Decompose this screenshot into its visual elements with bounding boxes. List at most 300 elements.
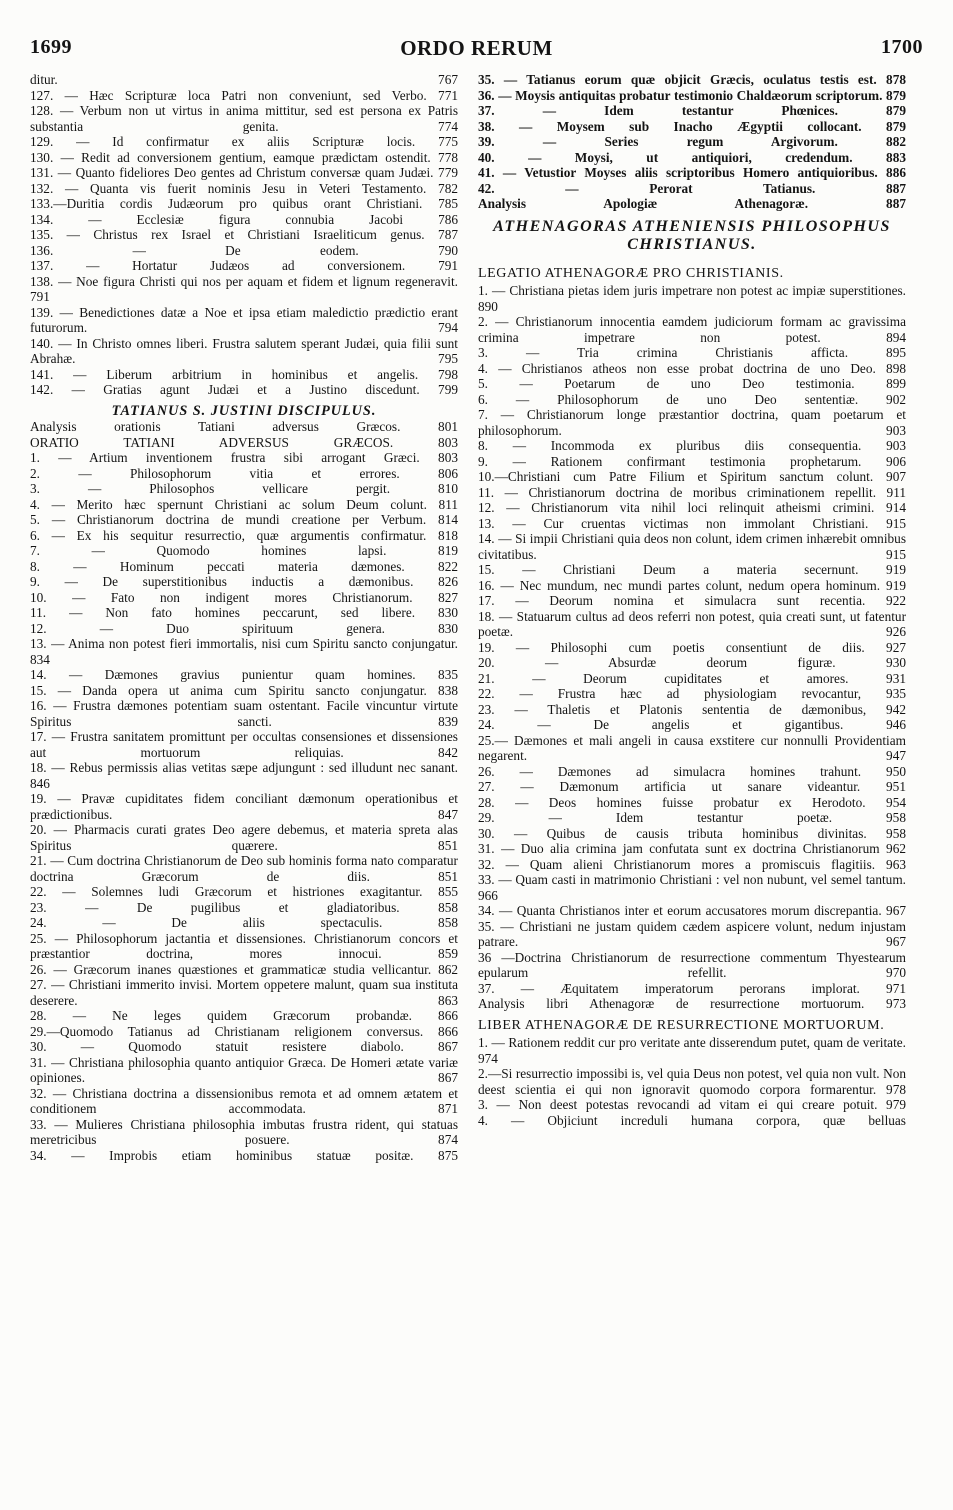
running-title: ORDO RERUM (400, 36, 553, 60)
toc-entry (30, 497, 458, 513)
entry-page-number: 947 (886, 748, 906, 763)
entry-page-number: 846 (30, 775, 50, 791)
entry-page-number: 838 (438, 682, 458, 698)
entry-text: 23. — De pugilibus et gladiatoribus. (30, 899, 400, 915)
entry-text: 141. — Liberum arbitrium in hominibus et angelis. (30, 366, 419, 382)
toc-entry (30, 543, 458, 559)
toc-entry (478, 407, 906, 438)
entry-page-number: 830 (438, 620, 459, 636)
entry-text: 14. — Dæmones gravius punientur quam homines. (30, 667, 416, 682)
entry-text: 131. — Quanto fideliores Deo gentes ad Christum conversæ quam Judæi. (30, 165, 434, 180)
page-number-right: 1700 (881, 36, 923, 58)
entry-text: 24. — De aliis spectaculis. (30, 915, 383, 930)
entry-text: 31. — Christiana philosophia quanto antiquior Græca. De Homeri ætate variæ opiniones. (30, 1054, 458, 1085)
entry-text: 35. — Tatianus eorum quæ objicit Græcis, oculatus testis est. (478, 72, 877, 87)
toc-entry (30, 636, 458, 667)
entry-page-number: 811 (438, 496, 458, 512)
entry-page-number: 927 (886, 639, 906, 655)
entry-page-number: 915 (886, 546, 906, 562)
entry-page-number: 795 (438, 351, 458, 366)
entry-text: 37. — Idem testantur Phœnices. (478, 103, 838, 118)
toc-entry (478, 181, 906, 197)
entry-text: 13. — Cur cruentas victimas non immolant Christiani. (478, 515, 869, 531)
entry-page-number: 878 (886, 72, 906, 87)
entry-text: 7. — Quomodo homines lapsi. (30, 543, 387, 558)
toc-entry (30, 683, 458, 699)
entry-text: 22. — Frustra hæc ad physiologiam revocantur, (478, 686, 862, 701)
entry-text: 5. — Christianorum doctrina de mundi creatione per Verbum. (30, 512, 427, 527)
toc-entry (30, 822, 458, 853)
toc-entry (30, 1148, 458, 1164)
entry-page-number: 915 (886, 515, 907, 531)
entry-page-number: 767 (438, 72, 458, 87)
entry-text: 21. — Cum doctrina Christianorum de Deo sub hominis forma nato comparatur doctrina Græcorum de diis. (30, 853, 458, 884)
toc-entry (30, 181, 458, 197)
toc-entry (30, 900, 458, 916)
entry-text: 38. — Moysem sub Inacho Ægyptii collocant. (478, 118, 862, 134)
toc-entry (478, 314, 906, 345)
entry-text: 3. — Philosophos vellicare pergit. (30, 481, 391, 496)
entry-text: 12. — Christianorum vita nihil loci relinquit atheismi crimini. (478, 500, 875, 515)
entry-text: 25.— Dæmones et mali angeli in causa exstitere cur nonnulli Providentiam negarent. (478, 732, 906, 763)
entry-page-number: 866 (438, 1023, 458, 1039)
entry-page-number: 971 (886, 980, 906, 996)
entry-page-number: 803 (438, 434, 458, 450)
entry-page-number: 879 (886, 118, 906, 134)
toc-entry (478, 857, 906, 873)
section-heading: ATHENAGORAS ATHENIENSIS PHILOSOPHUS CHRISTIANUS. (493, 217, 891, 253)
entry-page-number: 779 (438, 165, 458, 180)
entry-text: 6. — Philosophorum de uno Deo sententiæ. (478, 391, 859, 407)
entry-page-number: 782 (438, 180, 458, 196)
work-heading: LEGATIO ATHENAGORÆ PRO CHRISTIANIS. (478, 265, 784, 281)
toc-entry (30, 590, 458, 606)
entry-page-number: 902 (886, 391, 906, 407)
toc-entry (478, 165, 906, 181)
toc-entry (30, 336, 458, 367)
toc-entry (30, 367, 458, 383)
entry-page-number: 882 (886, 134, 906, 149)
entry-text: 42. — Perorat Tatianus. (478, 180, 816, 196)
toc-entry (478, 562, 906, 578)
entry-page-number: 911 (886, 484, 906, 500)
page-header (0, 0, 953, 60)
entry-text: 22. — Solemnes ludi Græcorum et histriones exagitantur. (30, 884, 423, 899)
toc-entry (478, 1113, 906, 1129)
entry-page-number: 931 (886, 670, 906, 686)
entry-page-number: 895 (886, 345, 906, 360)
toc-entry (30, 243, 458, 259)
entry-text: 139. — Benedictiones datæ a Noe et ipsa etiam maledictio prædictio erant futurorum. (30, 304, 458, 335)
toc-entry (478, 134, 906, 150)
toc-entry (30, 305, 458, 336)
entry-text: 36 —Doctrina Christianorum de resurrectione commentum Thyestearum epularum refellit. (478, 949, 906, 980)
right-column (478, 72, 906, 1128)
entry-text: 40. — Moysi, ut antiquiori, credendum. (478, 149, 853, 165)
entry-text: 33. — Quam casti in matrimonio Christiani : vel non nubunt, vel semel tantum. (478, 872, 906, 887)
toc-entry (30, 1024, 458, 1040)
toc-entry (478, 640, 906, 656)
toc-entry (30, 667, 458, 683)
entry-text: 2. — Philosophorum vitia et errores. (30, 465, 400, 481)
entry-page-number: 787 (438, 227, 458, 242)
entry-page-number: 814 (438, 512, 458, 527)
toc-entry (478, 671, 906, 687)
toc-entry (478, 981, 906, 997)
entry-page-number: 830 (438, 605, 458, 620)
entry-page-number: 974 (478, 1050, 498, 1066)
section-heading: TATIANUS S. JUSTINI DISCIPULUS. (111, 402, 377, 419)
toc-entry (478, 196, 906, 212)
toc-entry (30, 150, 458, 166)
toc-entry (30, 212, 458, 228)
entry-text: 134. — Ecclesiæ figura connubia Jacobi (30, 211, 404, 227)
toc-entry (478, 578, 906, 594)
toc-entry (478, 454, 906, 470)
entry-text: 33. — Mulieres Christiana philosophia imbutas frustra rident, qui statuas meretricibus posuere. (30, 1116, 458, 1147)
entry-text: 7. — Christianorum longe præstantior doctrina, quam poetarum et philosophorum. (478, 407, 906, 438)
toc-entry (478, 72, 906, 88)
entry-text: 19. — Pravæ cupiditates fidem conciliant dæmonum operationibus et prædictionibus. (30, 791, 458, 822)
toc-entry (30, 528, 458, 544)
toc-entry (30, 977, 458, 1008)
entry-page-number: 851 (438, 837, 458, 853)
toc-entry (30, 1055, 458, 1086)
entry-page-number: 954 (886, 794, 906, 810)
toc-entry (30, 227, 458, 243)
entry-page-number: 899 (886, 376, 907, 391)
entry-text: 2. — Christianorum innocentia eamdem judiciorum formam ac gravissima crimina impetrare non potest. (478, 314, 906, 345)
entry-page-number: 926 (886, 624, 906, 639)
entry-page-number: 794 (438, 320, 458, 335)
entry-page-number: 790 (438, 242, 459, 258)
entry-text: 31. — Duo alia crimina jam confutata sunt ex doctrina Christianorum (478, 841, 880, 856)
toc-entry (478, 531, 906, 562)
toc-entry (478, 376, 906, 392)
entry-page-number: 774 (438, 118, 458, 134)
entry-text: 26. — Dæmones ad simulacra homines trahunt. (478, 763, 862, 779)
entry-page-number: 866 (438, 1008, 458, 1023)
entry-page-number: 886 (886, 165, 906, 180)
entry-page-number: 874 (438, 1132, 458, 1147)
entry-page-number: 890 (478, 298, 498, 314)
entry-page-number: 847 (438, 806, 458, 822)
entry-page-number: 791 (30, 289, 50, 304)
entry-page-number: 867 (438, 1039, 458, 1054)
entry-page-number: 863 (438, 992, 458, 1008)
entry-page-number: 963 (886, 856, 906, 872)
entry-text: 135. — Christus rex Israel et Christiani Israeliticum genus. (30, 227, 425, 242)
toc-entry (30, 274, 458, 305)
toc-entry (478, 686, 906, 702)
entry-text: 4. — Merito hæc spernunt Christiani ac solum Deum colunt. (30, 496, 427, 512)
entry-text: 27. — Christiani immerito invisi. Mortem oppetere malunt, quam sua instituta deserere. (30, 977, 458, 1008)
entry-page-number: 973 (886, 996, 906, 1011)
entry-page-number: 834 (30, 651, 50, 667)
entry-page-number: 798 (438, 366, 458, 382)
work-heading: LIBER ATHENAGORÆ DE RESURRECTIONE MORTUORUM. (478, 1017, 885, 1033)
entry-page-number: 978 (886, 1081, 906, 1097)
entry-text: Analysis orationis Tatiani adversus Græcos. (30, 419, 401, 434)
entry-text: 35. — Christiani ne justam quidem cædem aspicere volunt, nedum injustam patrare. (478, 918, 906, 949)
toc-entry (478, 516, 906, 532)
entry-text: 4. — Christianos atheos non esse probat doctrina de uno Deo. (478, 360, 876, 376)
entry-text: Analysis libri Athenagoræ de resurrectione mortuorum. (478, 996, 865, 1011)
entry-text: 9. — Rationem confirmant testimonia prophetarum. (478, 453, 862, 469)
entry-text: 18. — Rebus permissis alias vetitas sæpe adjungunt : sed illudunt nec sanant. (30, 760, 458, 775)
toc-entry (478, 392, 906, 408)
toc-entry (478, 1066, 906, 1097)
entry-page-number: 951 (886, 779, 906, 794)
entry-page-number: 966 (478, 887, 498, 903)
entry-page-number: 855 (438, 884, 459, 899)
entry-page-number: 962 (886, 841, 906, 856)
entry-text: 142. — Gratias agunt Judæi et a Justino discedunt. (30, 382, 420, 397)
entry-page-number: 930 (886, 655, 906, 670)
entry-text: 8. — Incommoda ex pluribus diis consequentia. (478, 438, 862, 453)
entry-page-number: 839 (438, 713, 459, 729)
entry-page-number: 919 (886, 577, 906, 593)
entry-text: 34. — Quanta Christianos inter et eorum accusatores morum discrepantia. (478, 903, 882, 918)
toc-entry (478, 795, 906, 811)
entry-page-number: 879 (886, 87, 906, 103)
toc-entry (30, 698, 458, 729)
entry-text: 36. — Moysis antiquitas probatur testimonio Chaldæorum scriptorum. (478, 87, 883, 103)
entry-page-number: 906 (886, 453, 906, 469)
toc-entry (30, 853, 458, 884)
toc-entry (478, 919, 906, 950)
entry-text: 19. — Philosophi cum poetis consentiunt de diis. (478, 639, 865, 655)
entry-text: 25. — Philosophorum jactantia et dissensiones. Christianorum concors et præstantior doctrina, mores innocui. (30, 930, 458, 961)
entry-text: 2.—Si resurrectio impossibi is, vel quia Deus non potest, vel quia non vult. Non deest scientia ei qui non ignoravit quomodo corpora formarentur. (478, 1066, 906, 1097)
entry-page-number: 786 (438, 211, 459, 227)
toc-entry (30, 382, 458, 398)
toc-entry (478, 119, 906, 135)
entry-page-number: 819 (438, 543, 458, 558)
entry-page-number: 898 (886, 360, 906, 376)
toc-entry (30, 466, 458, 482)
entry-text: 128. — Verbum non ut virtus in anima mittitur, sed est persona ex Patris substantia genita. (30, 103, 458, 134)
entry-page-number: 791 (438, 258, 459, 273)
toc-entry (30, 258, 458, 274)
entry-text: 17. — Frustra sanitatem promittunt per occultas consensiones et dissensiones aut mortuorum reliquias. (30, 729, 458, 760)
entry-text: 24. — De angelis et gigantibus. (478, 717, 844, 732)
entry-page-number: 907 (886, 469, 906, 484)
entry-text: 127. — Hæc Scripturæ loca Patri non conveniunt, sed Verbo. (30, 87, 427, 103)
toc-entry (478, 103, 906, 119)
toc-entry (478, 150, 906, 166)
toc-entry (30, 915, 458, 931)
entry-text: 4. — Objiciunt increduli humana corpora, quæ belluas (478, 1112, 906, 1128)
entry-text: 26. — Græcorum inanes quæstiones et grammaticæ studia vellicantur. (30, 961, 432, 977)
toc-entry (478, 609, 906, 640)
entry-page-number: 799 (438, 382, 458, 397)
left-column (30, 72, 458, 1163)
entry-text: 11. — Non fato homines peccarunt, sed libere. (30, 605, 416, 620)
entry-text: 18. — Statuarum cultus ad deos referri non potest, quia creati sunt, ut fatentur poetæ. (478, 608, 906, 639)
entry-page-number: 778 (438, 149, 458, 165)
toc-entry (30, 621, 458, 637)
toc-entry (478, 996, 906, 1012)
entry-text: 21. — Deorum cupiditates et amores. (478, 670, 849, 686)
toc-entry (478, 826, 906, 842)
toc-entry (30, 760, 458, 791)
entry-text: 37. — Æquitatem imperatorum perorans implorat. (478, 980, 860, 996)
toc-entry (30, 1008, 458, 1024)
entry-page-number: 851 (438, 868, 459, 884)
entry-text: 30. — Quomodo statuit resistere diabolo. (30, 1039, 404, 1054)
toc-entry (478, 702, 906, 718)
entry-text: 16. — Nec mundum, nec mundi partes colunt, nedum opera hominum. (478, 577, 881, 593)
toc-entry (478, 485, 906, 501)
toc-entry (30, 1086, 458, 1117)
entry-page-number: 858 (438, 899, 459, 915)
entry-text: Analysis Apologiæ Athenagoræ. (478, 196, 809, 211)
entry-text: 34. — Improbis etiam hominibus statuæ positæ. (30, 1147, 414, 1163)
entry-page-number: 775 (438, 134, 459, 149)
toc-entry (478, 500, 906, 516)
toc-entry (478, 950, 906, 981)
entry-text: 16. — Frustra dæmones potentiam suam ostentant. Facile vincuntur virtute Spiritus sancti. (30, 698, 458, 729)
entry-page-number: 801 (438, 419, 458, 434)
entry-text: 15. — Danda opera ut anima cum Spiritu sancto conjungatur. (30, 682, 427, 698)
entry-text: 15. — Christiani Deum a materia secernunt. (478, 562, 859, 577)
entry-text: 23. — Thaletis et Platonis sententia de dæmonibus, (478, 701, 867, 717)
entry-page-number: 771 (438, 87, 458, 103)
toc-entry (478, 841, 906, 857)
entry-text: 14. — Si impii Christiani quia deos non colunt, idem crimen inhærebit omnibus civitatibus. (478, 531, 906, 562)
entry-text: 3. — Non deest potestas revocandi ad vitam ei qui creare potuit. (478, 1097, 878, 1112)
entry-text: 137. — Hortatur Judæos ad conversionem. (30, 258, 406, 273)
entry-text: 29. — Idem testantur poetæ. (478, 810, 833, 825)
entry-page-number: 835 (438, 667, 458, 682)
toc-entry (478, 438, 906, 454)
toc-entry (478, 593, 906, 609)
toc-entry (30, 931, 458, 962)
entry-text: 32. — Christiana doctrina a dissensionibus remota et ad omnem ætatem et conditionem accommodata. (30, 1085, 458, 1116)
toc-entry (30, 1039, 458, 1055)
toc-entry (30, 134, 458, 150)
entry-page-number: 970 (886, 965, 906, 980)
entry-page-number: 862 (438, 961, 459, 977)
toc-entry (30, 559, 458, 575)
entry-text: 9. — De superstitionibus inductis a dæmonibus. (30, 574, 414, 589)
toc-entry (30, 729, 458, 760)
entry-page-number: 785 (438, 196, 459, 211)
entry-text: 20. — Absurdæ deorum figuræ. (478, 655, 836, 670)
entry-page-number: 935 (886, 686, 906, 701)
entry-page-number: 903 (886, 422, 906, 438)
entry-text: 10. — Fato non indigent mores Christianorum. (30, 589, 413, 605)
entry-page-number: 803 (438, 450, 458, 465)
entry-page-number: 914 (886, 500, 906, 515)
toc-entry (478, 872, 906, 903)
toc-entry (478, 283, 906, 314)
entry-page-number: 903 (886, 438, 907, 453)
entry-text: 138. — Noe figura Christi qui nos per aquam et fidem et lignum regeneravit. (30, 273, 458, 289)
toc-entry (30, 72, 458, 88)
entry-page-number: 894 (886, 329, 907, 345)
entry-text: 13. — Anima non potest fieri immortalis, nisi cum Spiritu sancto conjungatur. (30, 636, 458, 651)
entry-text: 132. — Quanta vis fuerit nominis Jesu in Veteri Testamento. (30, 180, 427, 196)
toc-entry (478, 88, 906, 104)
toc-entry (30, 791, 458, 822)
entry-text: 3. — Tria crimina Christianis afficta. (478, 345, 849, 360)
entry-page-number: 806 (438, 465, 458, 481)
toc-entry (30, 165, 458, 181)
entry-text: ditur. (30, 72, 58, 87)
toc-entry (478, 779, 906, 795)
entry-text: 140. — In Christo omnes liberi. Frustra salutem sperant Judæi, quia filii sunt Abrahæ. (30, 335, 458, 366)
entry-text: 29.—Quomodo Tatianus ad Christianam religionem conversus. (30, 1023, 424, 1039)
entry-page-number: 867 (438, 1070, 458, 1085)
entry-page-number: 822 (438, 558, 458, 574)
entry-text: 27. — Dæmonum artificia ut sanare videantur. (478, 779, 861, 794)
entry-text: 39. — Series regum Argivorum. (478, 134, 838, 149)
entry-text: 8. — Hominum peccati materia dæmones. (30, 558, 405, 574)
toc-entry (30, 962, 458, 978)
entry-text: 1. — Rationem reddit cur pro veritate ante disserendum putet, quam de veritate. (478, 1035, 906, 1050)
entry-page-number: 922 (886, 593, 906, 608)
entry-text: 1. — Artium inventionem frustra sibi arrogant Græci. (30, 450, 420, 465)
toc-entry (30, 884, 458, 900)
entry-page-number: 958 (886, 810, 906, 825)
entry-text: 28. — Ne leges quidem Græcorum probandæ. (30, 1008, 412, 1023)
toc-entry (478, 733, 906, 764)
entry-page-number: 875 (438, 1147, 458, 1163)
entry-text: 11. — Christianorum doctrina de moribus criminationem repellit. (478, 484, 877, 500)
entry-page-number: 827 (438, 589, 459, 605)
entry-text: 10.—Christiani cum Patre Filium et Spiritum sanctum colunt. (478, 469, 874, 484)
toc-entry (30, 1117, 458, 1148)
entry-page-number: 967 (886, 903, 906, 918)
toc-entry (30, 419, 458, 435)
toc-entry (478, 717, 906, 733)
entry-text: 41. — Vetustior Moyses aliis scriptoribus Homero antiquioribus. (478, 165, 878, 180)
toc-entry (478, 810, 906, 826)
entry-text: ORATIO TATIANI ADVERSUS GRÆCOS. (30, 434, 394, 450)
entry-text: 133.—Duritia cordis Judæorum pro quibus orant Christiani. (30, 196, 423, 211)
entry-page-number: 810 (438, 481, 458, 496)
toc-entry (30, 103, 458, 134)
toc-entry (478, 903, 906, 919)
entry-text: 12. — Duo spirituum genera. (30, 620, 385, 636)
entry-page-number: 887 (886, 196, 906, 211)
entry-text: 6. — Ex his sequitur resurrectio, quæ argumentis confirmatur. (30, 527, 427, 543)
entry-text: 1. — Christiana pietas idem juris impetrare non potest ac impiæ superstitiones. (478, 283, 906, 298)
entry-text: 129. — Id confirmatur ex aliis Scripturæ locis. (30, 134, 416, 149)
toc-entry (30, 512, 458, 528)
entry-page-number: 942 (886, 701, 906, 717)
entry-page-number: 859 (438, 946, 458, 961)
entry-page-number: 958 (886, 825, 906, 841)
entry-page-number: 826 (438, 574, 459, 589)
entry-page-number: 879 (886, 103, 906, 118)
entry-text: 28. — Deos homines fuisse probatur ex Herodoto. (478, 794, 866, 810)
toc-entry (478, 1035, 906, 1066)
toc-entry (30, 574, 458, 590)
entry-text: 5. — Poetarum de uno Deo testimonia. (478, 376, 855, 391)
entry-text: 30. — Quibus de causis tributa hominibus divinitas. (478, 825, 867, 841)
toc-entry (478, 764, 906, 780)
toc-entry (478, 361, 906, 377)
entry-page-number: 979 (886, 1097, 906, 1112)
toc-entry (30, 605, 458, 621)
toc-entry (478, 345, 906, 361)
entry-page-number: 818 (438, 527, 458, 543)
entry-page-number: 858 (438, 915, 458, 930)
toc-entry (478, 655, 906, 671)
